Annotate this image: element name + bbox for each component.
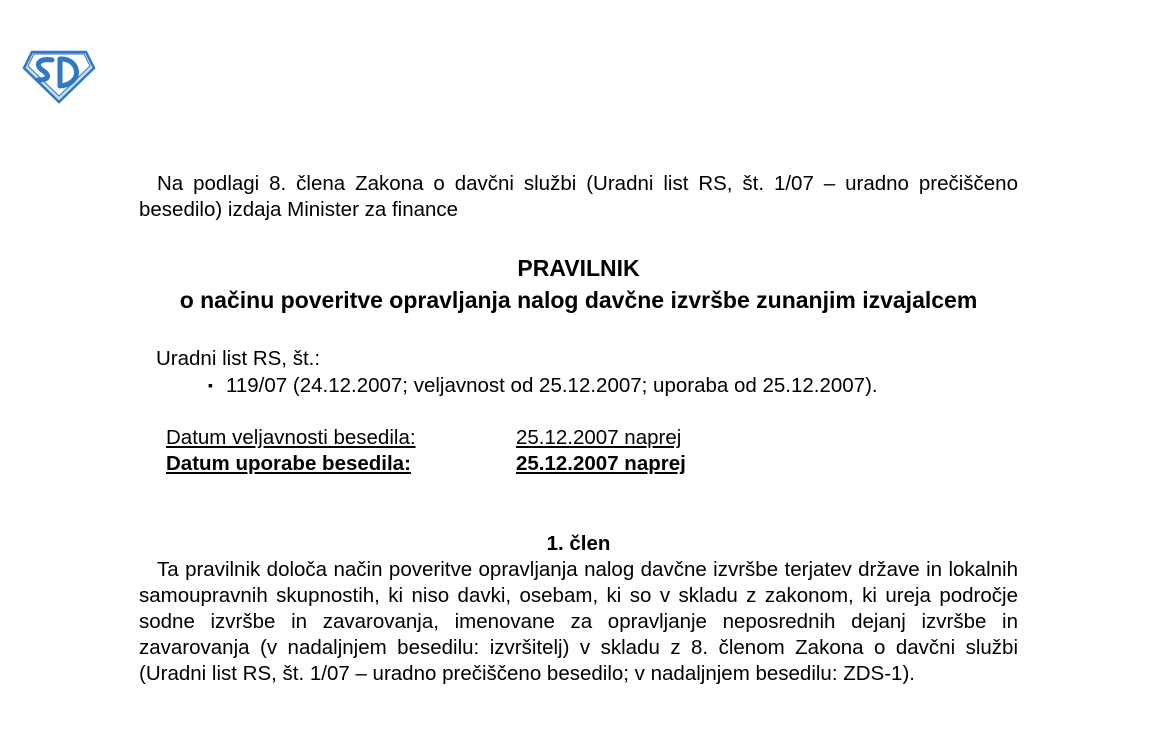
validity-row [166, 425, 1018, 451]
sd-diamond-logo-icon [22, 48, 96, 104]
use-row [166, 451, 1018, 477]
publication-item-text: 119/07 (24.12.2007; veljavnost od 25.12.2007; uporaba od 25.12.2007). [226, 374, 878, 397]
preamble: Na podlagi 8. člena Zakona o davčni službi (Uradni list RS, št. 1/07 – uradno prečiščeno besedilo) izdaja Minister za finance [139, 172, 1018, 221]
document-title [139, 252, 1018, 316]
title-line-2: o načinu poveritve opravljanja nalog davčne izvršbe zunanjim izvajalcem [179, 287, 978, 313]
article-1-text: Ta pravilnik določa način poveritve opravljanja nalog davčne izvršbe terjatev države in lokalnih samoupravnih skupnostih, ki niso davki, osebam, ki so v skladu z zakonom, ki ureja področje sodne izvršbe in zavarovanja, imenovane za opravljanje neposrednih dejanj izvršbe in zavarovanja (v nadaljnjem besedilu: izvršitelj) v skladu z 8. členom Zakona o davčni službi (Uradni list RS, št. 1/07 – uradno prečiščeno besedilo; v nadaljnjem besedilu: ZDS-1). [139, 558, 1018, 685]
publication-info [156, 346, 1018, 399]
dates-table [166, 425, 1018, 477]
validity-label: Datum veljavnosti besedila: [166, 426, 416, 449]
title-line-1: PRAVILNIK [517, 255, 640, 281]
article-1-heading: 1. člen [546, 532, 611, 555]
publication-label: Uradni list RS, št.: [156, 347, 321, 370]
publication-list [156, 372, 1018, 399]
use-label: Datum uporabe besedila: [166, 452, 411, 475]
document-page [139, 171, 1018, 687]
use-value: 25.12.2007 naprej [516, 452, 686, 475]
validity-value: 25.12.2007 naprej [516, 426, 682, 449]
publication-item [208, 372, 1018, 399]
